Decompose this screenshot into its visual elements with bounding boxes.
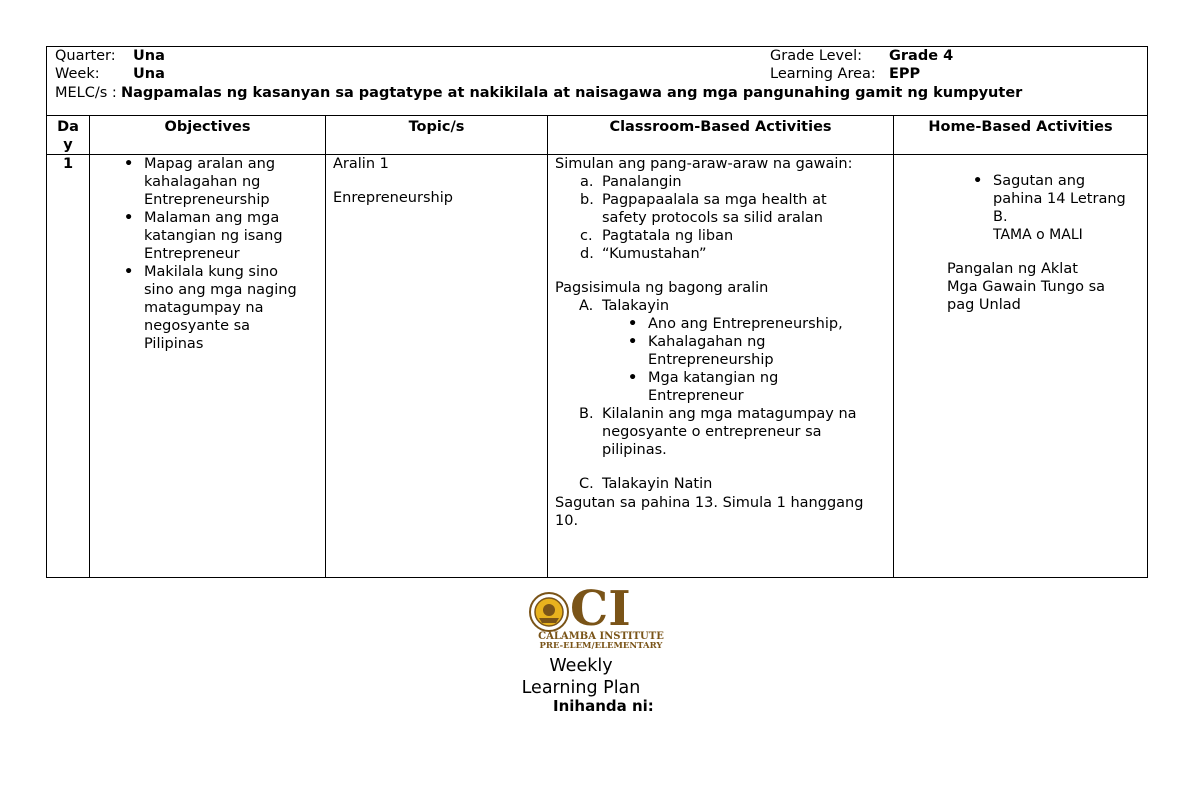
- document-title: [481, 655, 681, 699]
- classroom-intro: Simulan ang pang-araw-araw na gawain:: [555, 156, 853, 172]
- logo-monogram: CI: [570, 581, 631, 637]
- discussion-topic-item: • Kahalagahan ng Entrepreneurship: [648, 333, 843, 369]
- column-header-classroom: Classroom-Based Activities: [609, 119, 832, 135]
- routine-item: d. “Kumustahan”: [580, 246, 707, 262]
- grade-level-value: Grade 4: [889, 48, 954, 64]
- school-logo: [522, 581, 680, 651]
- table-right-border: [1147, 46, 1148, 578]
- table-bottom-border: [46, 577, 1148, 578]
- header-bottom-border: [46, 115, 1148, 116]
- routine-item: a. Panalangin: [580, 174, 682, 190]
- logo-division: PRE-ELEM/ELEMENTARY: [539, 641, 663, 651]
- home-activity-item: • Sagutan ang pahina 14 Letrang B.: [993, 172, 1126, 226]
- discussion-topics: [648, 315, 843, 405]
- quarter-label: Quarter:: [55, 48, 116, 64]
- discussion-topic-item: • Mga katangian ng Entrepreneur: [648, 369, 843, 405]
- table-top-border: [46, 46, 1148, 47]
- objective-item: • Malaman ang mga katangian ng isang Entrepreneur: [144, 209, 297, 263]
- column-header-day: [47, 118, 89, 154]
- melc-value: Nagpamalas ng kasanyan sa pagtatype at nakikilala at naisagawa ang mga pangunahing gamit ng kumpyuter: [121, 85, 1023, 101]
- column-divider-day: [89, 115, 90, 578]
- topic-lesson: Aralin 1: [333, 156, 389, 172]
- column-divider-topics: [547, 115, 548, 578]
- talakayin-natin-marker: C.: [579, 476, 594, 492]
- logo-school-name: CALAMBA INSTITUTE: [538, 631, 664, 642]
- column-header-home: Home-Based Activities: [928, 119, 1113, 135]
- daily-routine-list: [580, 173, 827, 263]
- home-activity-list: [993, 172, 1126, 226]
- routine-item: b. Pagpapaalala sa mga health at safety protocols sa silid aralan: [580, 192, 827, 226]
- column-header-day-line1: Da: [57, 119, 79, 135]
- melc-label: MELC/s :: [55, 85, 117, 101]
- new-lesson-intro: Pagsisimula ng bagong aralin: [555, 280, 769, 296]
- topic-title: Enrepreneurship: [333, 190, 453, 206]
- day-number: 1: [63, 156, 74, 172]
- week-label: Week:: [55, 66, 100, 82]
- column-header-day-line2: y: [63, 137, 73, 153]
- document-title-line2: Learning Plan: [521, 678, 641, 698]
- column-divider-objectives: [325, 115, 326, 578]
- learning-area-label: Learning Area:: [770, 66, 876, 82]
- objective-item: • Makilala kung sino sino ang mga naging matagumpay na negosyante sa Pilipinas: [144, 263, 297, 353]
- quarter-value: Una: [133, 48, 165, 64]
- grade-level-label: Grade Level:: [770, 48, 862, 64]
- learning-area-value: EPP: [889, 66, 921, 82]
- column-header-topics: Topic/s: [408, 119, 465, 135]
- book-reference: Pangalan ng Aklat Mga Gawain Tungo sa pag Unlad: [947, 261, 1106, 313]
- talakayin-natin-label: Talakayin Natin: [602, 476, 713, 492]
- prepared-by-label: Inihanda ni:: [553, 697, 654, 715]
- objectives-list: [144, 155, 297, 353]
- discussion-label: Talakayin: [602, 298, 670, 314]
- entrepreneurs-text: Kilalanin ang mga matagumpay na negosyante o entrepreneur sa pilipinas.: [602, 406, 857, 458]
- objective-item: • Mapag aralan ang kahalagahan ng Entrepreneurship: [144, 155, 297, 209]
- discussion-topic-item: • Ano ang Entrepreneurship,: [648, 315, 843, 333]
- classroom-closing-line1: Sagutan sa pahina 13. Simula 1 hanggang: [555, 495, 864, 511]
- week-value: Una: [133, 66, 165, 82]
- document-title-line1: Weekly: [549, 656, 613, 676]
- home-activity-answer-type: TAMA o MALI: [993, 227, 1083, 243]
- entrepreneurs-marker: B.: [579, 406, 594, 422]
- routine-item: c. Pagtatala ng liban: [580, 228, 734, 244]
- column-header-objectives: Objectives: [164, 119, 251, 135]
- classroom-closing-line2: 10.: [555, 513, 579, 529]
- column-divider-classroom: [893, 115, 894, 578]
- discussion-marker: A.: [579, 298, 594, 314]
